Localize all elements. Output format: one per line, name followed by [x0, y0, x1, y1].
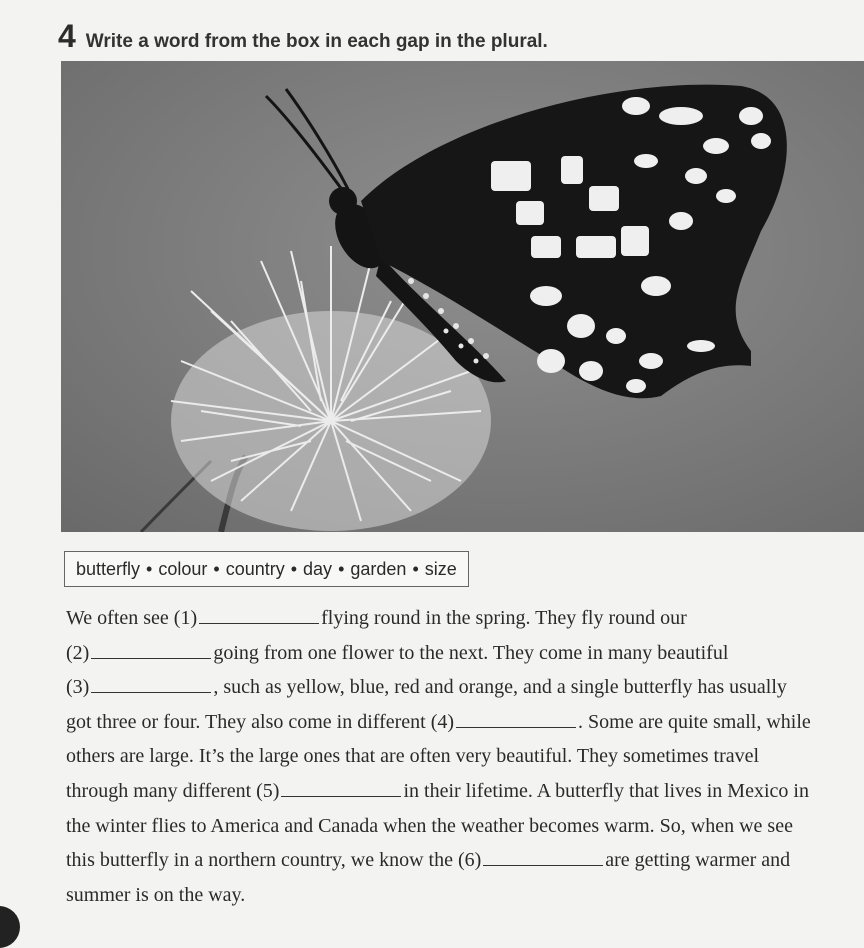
bullet-separator: • — [290, 558, 298, 579]
butterfly-photo — [61, 61, 864, 532]
word-country: country — [225, 558, 285, 579]
word-size: size — [424, 558, 457, 579]
bullet-separator: • — [146, 558, 153, 579]
passage-line — [66, 843, 864, 878]
exercise-instruction: Write a word from the box in each gap in the plural. — [85, 31, 548, 52]
passage-text: flying round in the spring. They fly round our — [321, 607, 687, 629]
word-colour: colour — [158, 558, 208, 579]
passage-text: are getting warmer and — [605, 849, 791, 872]
passage-text: , such as yellow, blue, red and orange, and a single butterfly has usually — [213, 676, 787, 699]
bullet-separator: • — [213, 558, 220, 579]
passage-line: summer is on the way. — [66, 883, 246, 906]
exercise-number: 4 — [58, 18, 76, 54]
gap-fill-passage — [66, 601, 864, 912]
answer-gap-5[interactable] — [281, 782, 401, 797]
answer-gap-4[interactable] — [456, 713, 576, 728]
answer-gap-3[interactable] — [91, 678, 211, 693]
answer-gap-1[interactable] — [199, 609, 319, 624]
passage-text: through many different (5) — [66, 779, 280, 802]
word-garden: garden — [350, 558, 407, 579]
passage-line — [66, 601, 864, 636]
word-butterfly: butterfly — [76, 558, 141, 579]
answer-gap-6[interactable] — [483, 851, 603, 866]
passage-line: others are large. It’s the large ones that are often very beautiful. They sometimes travel — [66, 745, 760, 768]
passage-line — [66, 670, 864, 705]
bullet-separator: • — [338, 558, 345, 579]
passage-line — [66, 774, 864, 809]
passage-text: going from one flower to the next. They come in many beautiful — [213, 641, 729, 664]
passage-line — [66, 636, 864, 671]
passage-text: (2) — [66, 641, 90, 664]
page-edge-mark — [0, 906, 20, 948]
passage-line — [66, 705, 864, 740]
exercise-header — [58, 20, 548, 53]
passage-text: . Some are quite small, while — [578, 710, 811, 733]
bullet-separator: • — [412, 558, 419, 579]
passage-text: We often see (1) — [66, 607, 198, 629]
passage-text: got three or four. They also come in different (4) — [66, 710, 455, 733]
passage-text: (3) — [66, 676, 90, 699]
answer-gap-2[interactable] — [91, 644, 211, 659]
passage-text: this butterfly in a northern country, we know the (6) — [66, 849, 482, 872]
word-day: day — [303, 558, 333, 579]
word-box — [64, 551, 469, 587]
passage-text: in their lifetime. A butterfly that lives in Mexico in — [403, 779, 809, 802]
passage-line: the winter flies to America and Canada when the weather becomes warm. So, when we see — [66, 814, 793, 837]
